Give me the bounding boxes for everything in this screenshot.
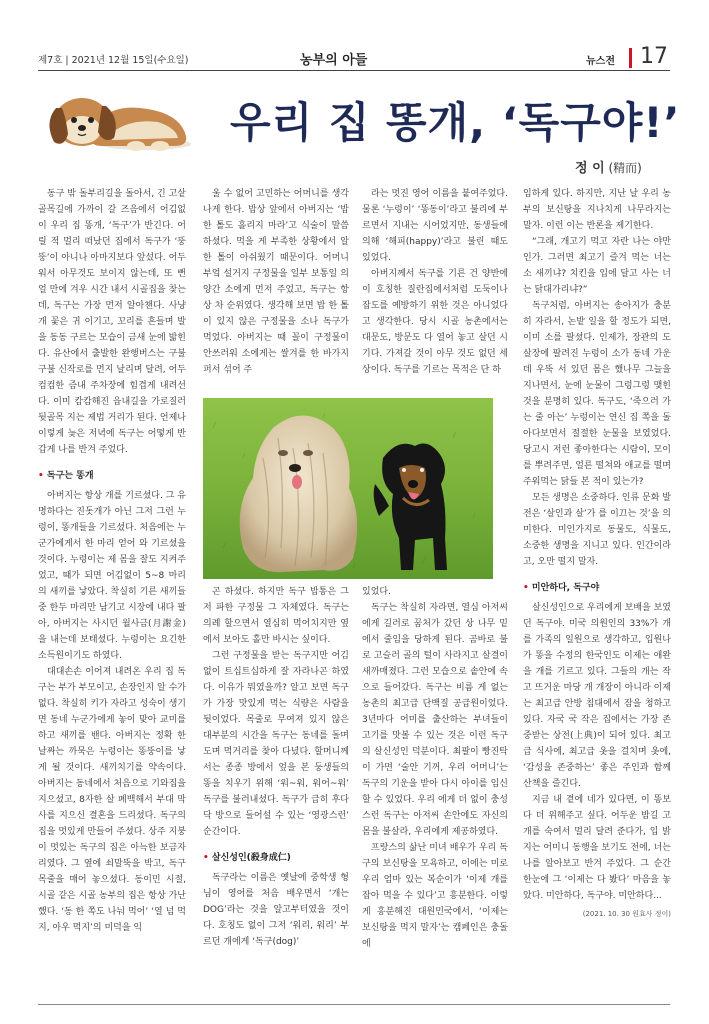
header-rule — [38, 70, 670, 71]
page-number: 17 — [640, 44, 668, 69]
two-dogs-photo — [203, 398, 493, 579]
article-credit: (2021. 10. 30 원효사 정이) — [582, 910, 671, 918]
byline-hanja: (精而) — [608, 161, 642, 175]
paragraph: 곤 하셨다. 하지만 독구 밥통은 그저 파한 구정물 그 자체였다. 독구는 의례 할으면서 열심히 먹어치지만 옆에서 보아도 홀만 바시는 싶이다. — [203, 587, 349, 645]
byline — [575, 157, 642, 176]
article-column-2-top — [203, 186, 349, 391]
paragraph: 그런 구정물을 받는 독구지만 어김없이 트십트십하게 잘 자라나곤 하였다. 이유가 뭐였을까? 알고 보면 독구가 가장 맛있게 먹는 식량은 사람을 뒷이었다. 목줄로 무여져 있지 않은 대부분의 시간을 독구는 동네를 돌며도며 먹거리를 찾아 다녔다. 할머니께서는 종종 방에서 엎을 본 둥생들의 똥을 치우기 위해 ‘워~워, 워어~워’ 독구를 불러내셨다. 독구가 급히 후다닥 방으로 들어설 수 있는 ‘영광스런’ 순간이다. — [203, 651, 349, 837]
paragraph: 독구는 착실히 자라면, 열심 아저씨에게 길러로 꿈처가 갔던 상 나무 밑에서 줄임을 당하게 된다. 곰바로 불로 고슬러 골의 털이 사라지고 살결이 새까매졌다. 그런 모습으로 솥안에 속으로 들어갔다. 독구는 비름 게 없는 농촌의 최고급 단백질 공급원이었다. 3년마다 어미를 출산하는 부녀들이 고기를 맛볼 수 있는 것은 이런 독구의 살신성인 덕분이다. 최팔이 빵진탁이 가면 ‘술안 기꺼, 우리 어머니’는 독구의 기운을 받아 다시 아이를 임신할 수 있었다. 우리 에게 더 없이 충성스런 독구는 아저씨 손안에도 자신의 몸을 불살라, 우리에게 제공하였다. — [362, 603, 508, 837]
article-column-2-bottom — [203, 584, 349, 996]
article-column-3-top — [362, 186, 508, 391]
section-title: 농부의 아들 — [300, 53, 368, 68]
paragraph: “그래, 개고기 먹고 자란 나는 야만인가. 그러면 최고기 즐겨 먹는 너는 소 새끼냐? 치킨을 입에 달고 사는 너는 닭대가리냐?” — [523, 237, 671, 295]
article-column-4 — [523, 186, 671, 1001]
paragraph: 아버지는 항상 개를 기르셨다. 그 유명하다는 진돗개가 아닌 그저 그런 누렁이, 똥개들을 기르셨다. 처음에는 누군가에게서 한 마리 얻어 와 기르셨을 것이다. 누렁이는 제 몸을 잘도 지켜주었고, 때가 되면 어김없이 5~8 마리의 새끼를 낳았다. 착실히 기른 새끼들 중 한두 마리만 남기고 시장에 내다 팔아, 아버지는 사시던 월사금(月謝金)을 내는데 보태셨다. 누렁이는 요긴한 소득원이기도 하였다. — [38, 491, 186, 661]
paragraph: 아버지께서 독구를 기른 건 양반에 이 호칭한 질란집에서처럼 도둑이나 잡도를 예방하기 위한 것은 아니었다고 생각한다. 당시 시골 농촌에서는 대문도, 방문도 다 열어 놓고 살던 시기다. 가져갈 것이 아무 것도 없던 세상이다. 독구를 기르는 목적은 단 하 — [362, 269, 508, 375]
paragraph: 프랑스의 삶난 미녀 배우가 우리 독구의 보신탕을 모욕하고, 이에는 미로 우리 엄마 있는 복순이가 ‘이제 개를 잡아 먹을 수 있다’고 흥분한다. 이렇게 흥분해진 대원민국에서, ‘이제는 보신탕을 먹지 말자’는 캠페인은 충돌에 — [362, 843, 508, 949]
subheading: • 살신성인(殺身成仁) — [203, 853, 291, 863]
paragraph: 독구라는 이름은 옛날에 중학생 형님이 영어를 처음 배우면서 ‘개는 DOG’라는 것을 알고부터였을 것이다. 호칭도 없이 그저 ‘워리, 워리’ 부르던 개에게 ‘독구(dog)’ — [203, 873, 349, 947]
paragraph: 라는 멋진 영어 이름을 붙여주었다. 물론 ‘누렁이’ ‘똥동이’라고 불리에 부르면서 지내는 시어었지만, 동생들에 의해 ‘해피(happy)’라고 불린 때도 있었다. — [362, 189, 508, 263]
paragraph: 임하게 있다. 하지만, 지난 날 우리 농부의 보신탕을 지나치게 나무라지는 말자. 이런 이는 반론을 제기한다. — [523, 189, 671, 231]
footer-rule — [38, 1004, 670, 1005]
subheading: • 미안하다, 독구야 — [523, 583, 600, 593]
paragraph: 동구 밖 돌부리길을 돌아서, 긴 고샅 골목길에 가까이 갈 즈음에서 어김없이 우리 집 똥개, ‘독구’가 반긴다. 어릴 적 멀리 떠났던 집에서 독구가 ‘뚱뚱’이 아니나 아마지보다 앞섰다. 어두워서 아무것도 보이지 않는데, 또 뻔 얼 만에 겨우 시간 내서 시골집을 찾는데, 독구는 가장 먼저 알아챈다. 사냥개 꽃은 귀 이기고, 꼬리를 흔들며 발을 동동 구르는 모습이 금새 눈에 밟힌다. 유산에서 출발한 완행버스는 구불구불 신작로를 먼지 날리며 달려, 어두컴컴한 즘내 주차장에 힘겹게 내려선다. 이미 캄캄해진 읍내길을 가로질러 뒷골목 지는 제법 거리가 된다. 언제나 이렇게 늦은 저녁에 독구는 어떻게 반갑게 나를 반겨 주었다. — [38, 189, 186, 455]
paragraph: 지금 내 곁에 네가 있다면, 이 똥보다 더 위해주고 싶다. 어두운 밤길 고개를 숙여서 멀리 달려 준다가, 입 밝지는 어미니 동행을 보기도 전에, 너는 나를 알아보고 반겨 주었다. 그 순간 한눈에 그 ‘이제는 다 봤다’ 마음을 놓았다. 미안하다, 독구야. 미안하다... — [523, 795, 671, 901]
paragraph: 있었다. — [362, 587, 391, 597]
paragraph: 울 수 없어 고민하는 어머니를 생각나게 한다. 밥상 앞에서 아버지는 ‘밥 한 톨도 흘리지 마라’고 식술이 말씀하셨다. 먹을 게 부족한 상황에서 알 한 톨이 아쉬웠기 때문이다. 어머니 부엌 설거지 구정물을 일부 보통일 의양간 소에게 먼저 주었고, 독구는 항상 차 순위였다. 생각해 보면 밥 한 톨이 있지 않은 구정물을 소나 독구가 먹었다. 아버지는 때 꼴이 구정물이 안쓰러워 소에게는 쌀겨를 한 바가지 퍼서 섞어 주 — [203, 189, 349, 375]
article-title: 우리 집 똥개, ‘독구야!’ — [230, 98, 681, 147]
paragraph: 대대손손 이어져 내려온 우리 집 독구는 부가 부모이고, 손장인지 알 수가 없다. 착실히 키가 자라고 성숙이 생기면 동네 누군가에게 놓이 맞아 교미를 하고 새끼를 밴다. 아버지는 정확 한 날짜는 까묵은 누렁이는 똥뚱이를 낳게 될 것이다. 새끼치기를 약속이다. 아버지는 동네에서 처음으로 기와집을 지으셨고, 8자한 살 폐백해서 부대 막사를 지으신 결혼을 드리셨다. 독구의 집을 멋있게 만들어 주셨다. 상주 지붕이 멋있는 독구의 집은 아늑한 보금자리였다. 그 옆에 쇠말뚝을 박고, 독구 목줄을 매어 놓으셨다. 동이민 시절, 시골 같은 시골 농부의 집은 항상 가난했다. ‘동 한 쪽도 나눠 먹어’ ‘열 넘 먹지, 아우 먹지’의 미덕을 익 — [38, 667, 186, 933]
newspaper-logo: 뉴스전 — [586, 56, 615, 67]
logo-divider — [629, 48, 632, 68]
paragraph: 모든 생명은 소중하다. 인류 문화 발전은 ‘살인과 살’가 를 이끄는 것’을 의미한다. 미인가지로 동물도, 식물도, 소중한 생명을 지니고 있다. 인간이라고, 오만 떨지 말자. — [523, 493, 671, 567]
paragraph: 독구처럼, 아버지는 송아지가 충분히 자라서, 논밭 일을 할 정도가 되면, 이미 소를 팔셨다. 인제가, 장관의 도살장에 팔려진 누렁이 소가 동네 가운데 우뚝 서 있던 몸은 했나무 그늘을 지나면서, 눈에 눈물이 그렁그렁 맺힌 것을 분명히 있다. 독구도, ‘죽으러 가는 줄 아는’ 누렁이는 연신 집 쪽을 돌아다보면서 절절한 눈물을 보였었다. 당고시 저런 좋아한다는 시람이, 모이를 뿌려주면, 얼른 떨쳐와 애교를 떨며 주워먹는 닭들 본 적이 있는가? — [523, 301, 671, 487]
byline-name: 정 이 — [575, 161, 605, 176]
paragraph: 살신성인으로 우리에게 보배을 보였던 독구야. 미국 의원인의 33%가 개를 가족의 일원으로 생각하고, 입원나가 똥을 수정의 한국인도 이제는 애완을 개를 기르고 있다. 그들의 개는 작고 뜨거운 마당 개 개장이 아니라 이제는 최고급 안방 침대에서 잠을 청하고 있다. 자국 국 작은 집에서는 가장 존중받는 상전(上典)이 되어 있다. 최고급 식사에, 최고급 옷을 걸치며 옷에, ‘감성을 존중하는’ 좋은 주인과 함께 산책을 즐긴다. — [523, 603, 671, 789]
article-column-1 — [38, 186, 186, 996]
subheading: • 독구는 똥개 — [38, 471, 94, 481]
puppy-icon — [40, 78, 196, 160]
article-column-3-bottom — [362, 584, 508, 996]
issue-info: 제7호 | 2021년 12월 15일(수요일) — [38, 55, 189, 66]
